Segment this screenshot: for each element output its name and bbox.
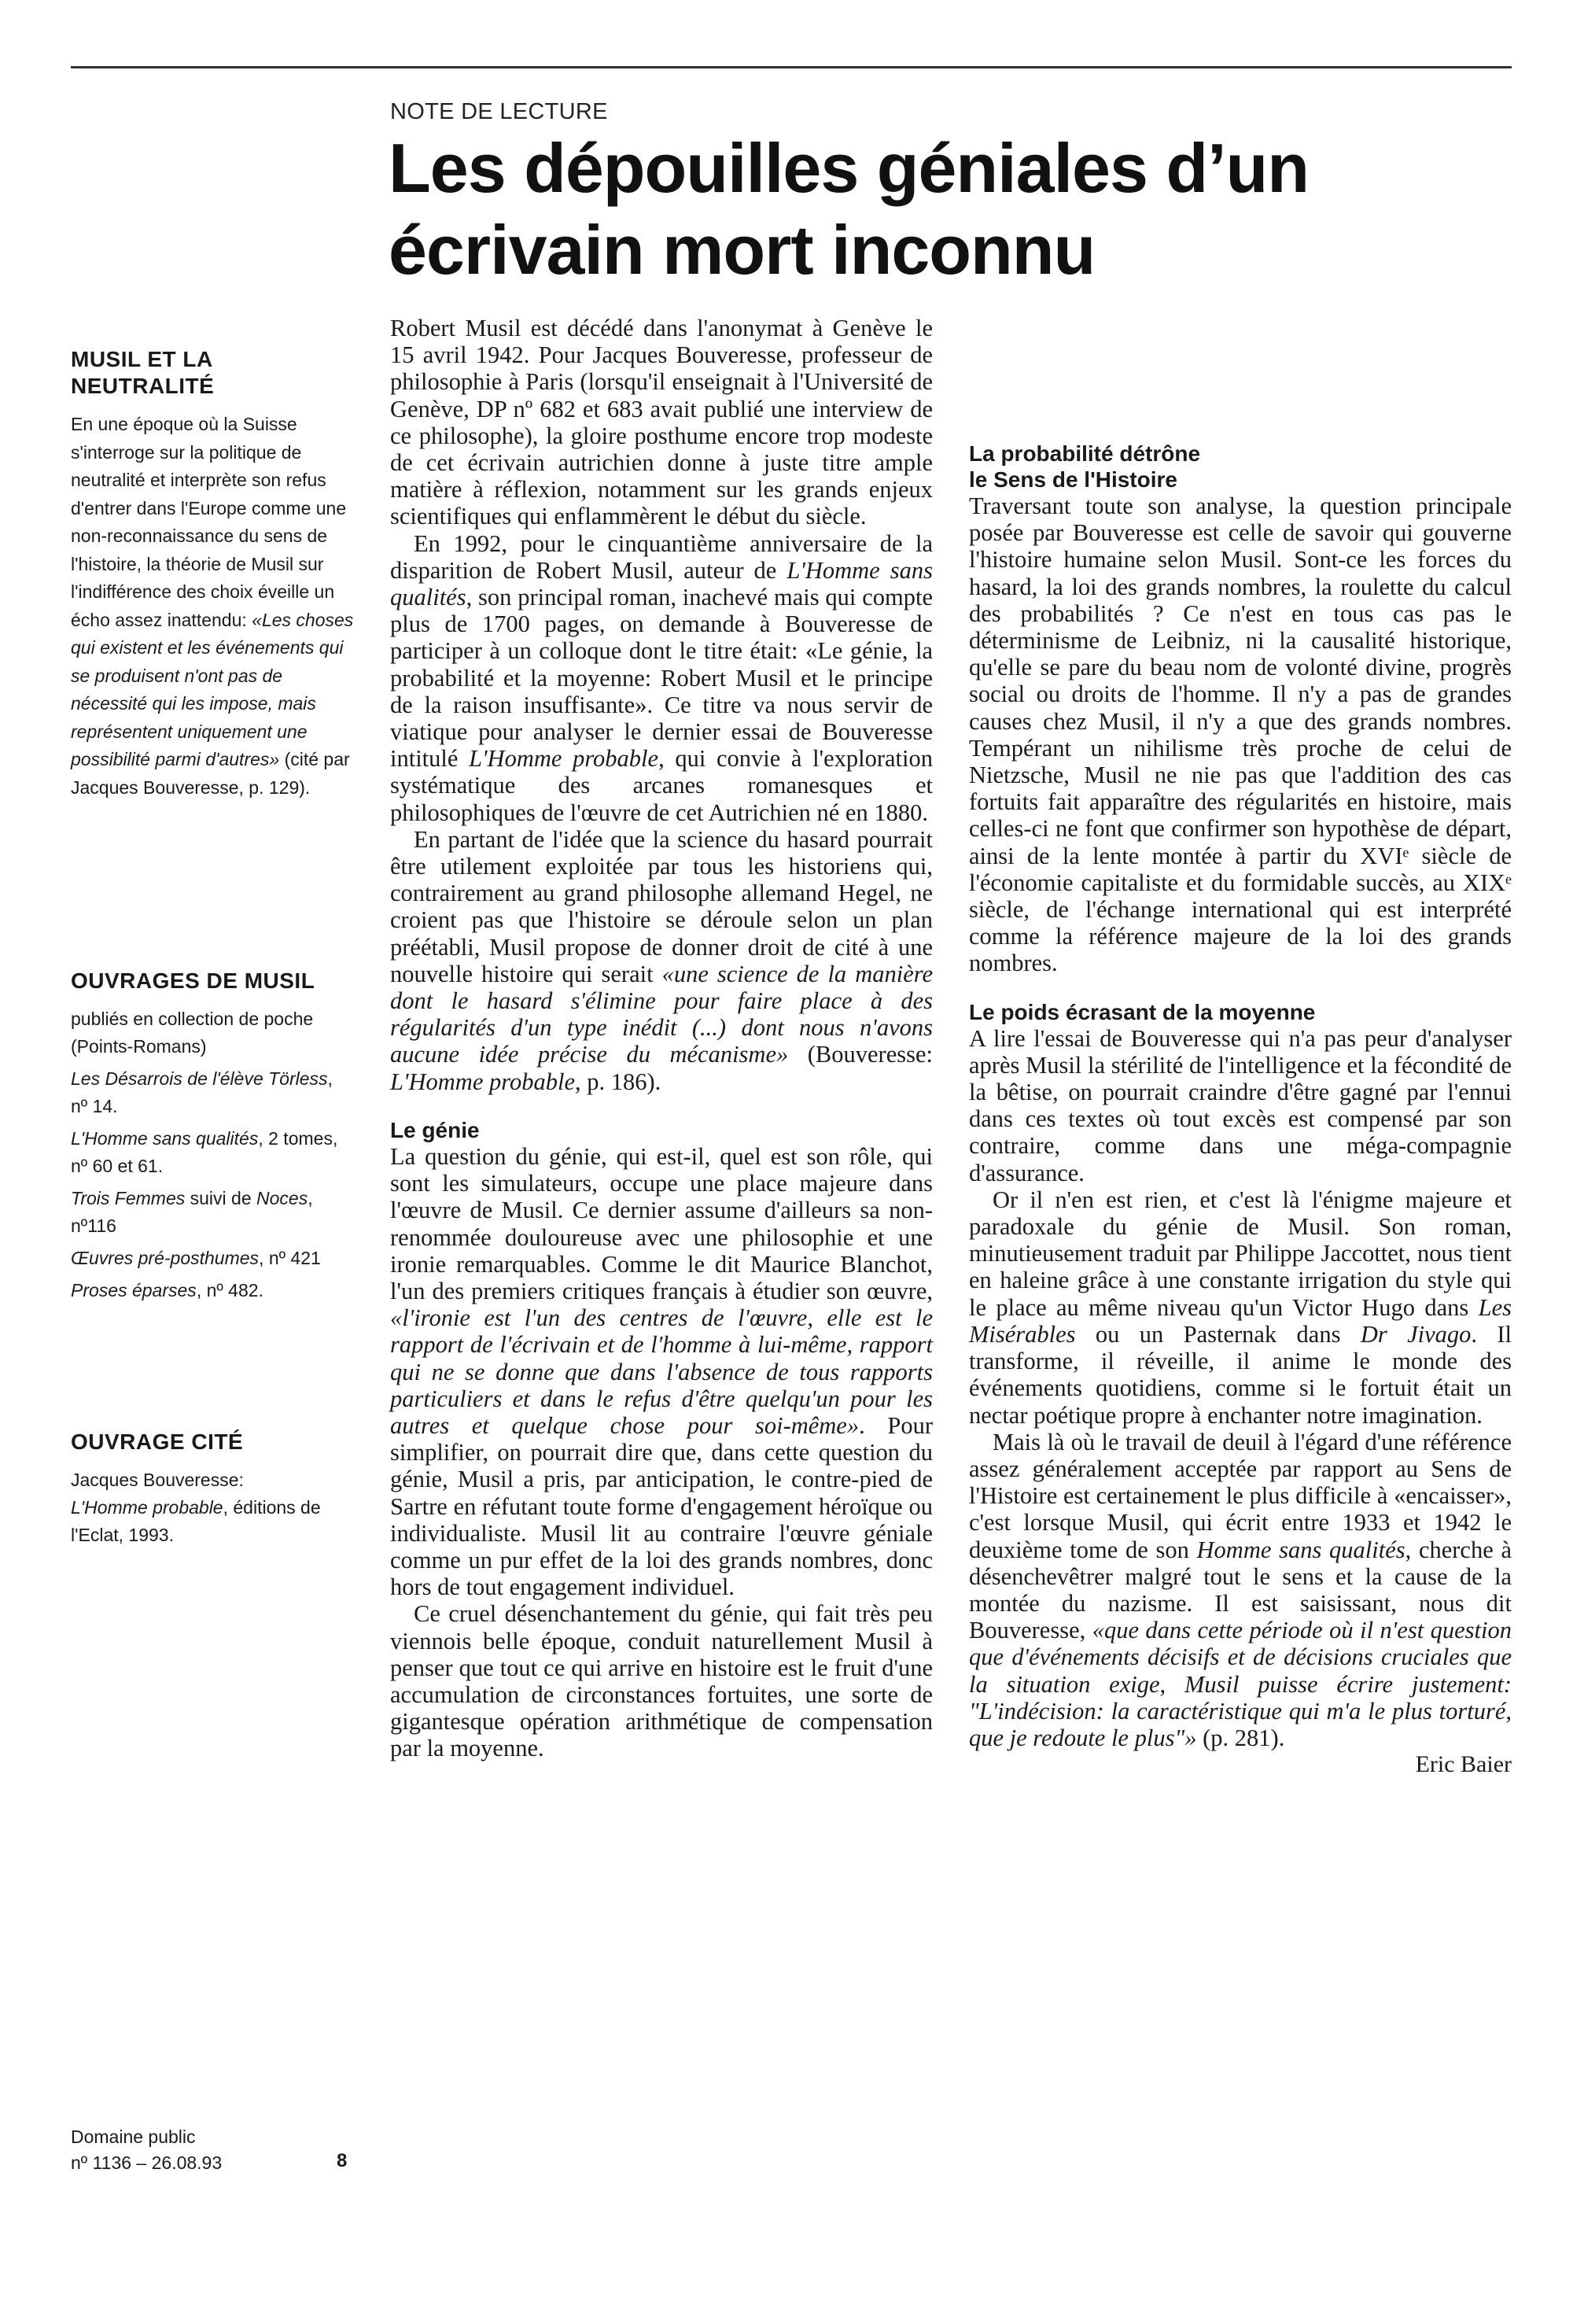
cited-detail: , éditions de l'Eclat, 1993.: [71, 1497, 321, 1545]
text-run: , p. 186).: [574, 1068, 661, 1095]
author-signature: Eric Baier: [1415, 1751, 1512, 1778]
sidebar-neutralite: [71, 346, 354, 802]
book-item: [71, 1065, 354, 1120]
book-detail: , nº 421: [259, 1248, 321, 1268]
paragraph: [969, 1186, 1512, 1429]
section-kicker: NOTE DE LECTURE: [390, 99, 608, 124]
article-headline: [389, 127, 1411, 291]
publication-name: Domaine public: [71, 2127, 196, 2147]
text-run: La question du génie, qui est-il, quel est son rôle, qui sont les simulateurs, occupe une place majeure dans l'œuvre de Musil. Ce dernier assume d'ailleurs sa non-renommée douloureuse avec une philosophie et une ironie remarquables. Comme le dit Maurice Blanchot, l'un des premiers critiques français à étudier son œuvre,: [390, 1142, 933, 1304]
heading-line: MUSIL ET LA: [71, 347, 213, 371]
headline-line-2: écrivain mort inconnu: [389, 211, 1096, 289]
text-run: (cité par Jacques Bouveresse, p. 129).: [71, 749, 350, 798]
book-title: Les Désarrois de l'élève Törless: [71, 1068, 328, 1089]
book-detail: , 2 tomes, nº 60 et 61.: [71, 1128, 338, 1176]
text-run: (p. 281).: [1196, 1724, 1285, 1751]
issue-number: nº 1136 – 26.08.93: [71, 2152, 223, 2173]
quote: «que dans cette période où il n'est question que d'événements décisifs et de décisions cruciales que la situation exige, Musil puisse écrire justement: "L'indécision: la caractéristique qui m'a le plus torturé, que je redoute le plus"»: [969, 1617, 1512, 1751]
book-title: L'Homme sans qualités: [71, 1128, 259, 1149]
sidebar-heading-neutralite: [71, 346, 354, 400]
paragraph: Robert Musil est décédé dans l'anonymat à Genève le 15 avril 1942. Pour Jacques Bouveresse, professeur de philosophie à Paris (lorsqu'il enseignait à l'Université de Genève, DP nº 682 et 683 avait publié une interview de ce philosophe), la gloire posthume encore trop modeste de cet écrivain autrichien donne à juste titre ample matière à réflexion, notamment sur les grands enjeux scientifiques qui enflammèrent le début du siècle.: [390, 315, 933, 530]
book-title: L'Homme probable: [390, 1068, 575, 1095]
text-run: . Pour simplifier, on pourrait dire que, dans cette question du génie, Musil a pris, par anticipation, le contre-pied de Sartre en réfutant toute forme d'engagement héroïque ou individualiste. Musil lit au contraire l'œuvre géniale comme un pur effet de la loi des grands nombres, donc hors de tout engagement individuel.: [390, 1411, 933, 1601]
subheading-probabilite: [969, 441, 1512, 492]
text-run: , son principal roman, inachevé mais qui compte plus de 1700 pages, on demande à Bouveresse de participer à un colloque dont le titre était: «Le génie, la probabilité et la moyenne: Robert Musil et le principe de la raison insuffisante». Ce titre va nous servir de viatique pour analyser le dernier essai de Bouveresse intitulé: [390, 584, 933, 773]
paragraph: [390, 1143, 933, 1600]
book-title: L'Homme sans qualités: [390, 556, 933, 611]
paragraph: [390, 530, 933, 826]
book-detail: , nº116: [71, 1188, 313, 1236]
cited-author: Jacques Bouveresse:: [71, 1470, 244, 1490]
book-title: Homme sans qualités: [1196, 1536, 1405, 1563]
book-item: [71, 1245, 354, 1272]
footer-publication: [71, 2124, 222, 2176]
text-run: En une époque où la Suisse s'interroge sur la politique de neutralité et interprète son refus d'entrer dans l'Europe comme une non-reconnaissance du sens de l'histoire, la théorie de Musil sur l'indifférence des choix éveille un écho assez inattendu:: [71, 414, 347, 630]
book-title: Les Misérables: [969, 1293, 1512, 1348]
heading-line: NEUTRALITÉ: [71, 374, 215, 398]
sidebar-cite: [71, 1429, 354, 1554]
book-title: Trois Femmes: [71, 1188, 186, 1208]
text-run: Mais là où le travail de deuil à l'égard d'une référence assez généralement acceptée par rapport au Sens de l'Histoire est certainement le plus difficile à «encaisser», c'est lorsque Musil, qui écrit entre 1933 et 1942 le deuxième tome de son: [969, 1428, 1512, 1563]
text-run: . Il transforme, il réveille, il anime le monde des événements quotidiens, comme si le fortuit était un nectar poétique propre à enchanter notre imagination.: [969, 1320, 1512, 1429]
heading-line: La probabilité détrône: [969, 441, 1201, 466]
top-rule: [71, 66, 1512, 68]
subheading-genie: Le génie: [390, 1117, 480, 1142]
article-column-1: [390, 315, 933, 1762]
sidebar-ouvrages: [71, 968, 354, 1309]
text-run: ou un Pasternak dans: [1075, 1320, 1361, 1348]
text-run: En 1992, pour le cinquantième anniversaire de la disparition de Robert Musil, auteur de: [390, 529, 933, 584]
paragraph: [390, 826, 933, 1095]
book-detail: , nº 14.: [71, 1068, 333, 1116]
text-run: (Bouveresse:: [788, 1041, 933, 1068]
quote: «Les choses qui existent et les événements qui se produisent n'ont pas de nécessité qui les impose, mais représentent uniquement une possibilité parmi d'autres»: [71, 609, 354, 769]
book-item: [71, 1185, 354, 1240]
book-item: [71, 1277, 354, 1304]
text-run: Or il n'en est rien, et c'est là l'énigme majeure et paradoxale du génie de Musil. Son roman, minutieusement traduit par Philippe Jaccottet, nous tient en haleine grâce à une constante irrigation du style qui le place au même niveau qu'un Victor Hugo dans: [969, 1186, 1512, 1321]
sidebar-intro: publiés en collection de poche (Points-Romans): [71, 1009, 314, 1057]
book-item: [71, 1125, 354, 1180]
text-run: , cherche à désenchevêtrer malgré tout le sens et la cause de la montée du nazisme. Il est saisissant, nous dit Bouveresse,: [969, 1536, 1512, 1644]
paragraph: A lire l'essai de Bouveresse qui n'a pas peur d'analyser après Musil la stérilité de l'intelligence et la fécondité de la bêtise, on pourrait craindre d'être gagné par l'ennui dans ces textes où tout excès est compensé par son contraire, comme dans une méga-compagnie d'assurance.: [969, 1024, 1512, 1186]
headline-line-1: Les dépouilles géniales d’un: [389, 129, 1310, 207]
book-title: Noces: [256, 1188, 308, 1208]
sidebar-heading-cite: OUVRAGE CITÉ: [71, 1429, 244, 1454]
sidebar-text-neutralite: [71, 411, 354, 802]
book-title: L'Homme probable: [469, 745, 659, 773]
book-title: Dr Jivago: [1360, 1320, 1472, 1348]
cited-work: [71, 1466, 354, 1549]
cited-title: L'Homme probable: [71, 1497, 223, 1518]
paragraph: [969, 1429, 1512, 1751]
quote: «une science de la manière dont le hasard s'élimine pour faire place à des régularités d'un type inédit (...) dont nous n'avons aucune idée précise du mécanisme»: [390, 960, 934, 1068]
text-run: En partant de l'idée que la science du hasard pourrait être utilement exploitée par tous les historiens qui, contrairement au grand philosophe allemand Hegel, ne croient pas que l'histoire se déroule selon un plan préétabli, Musil propose de donner droit de cité à une nouvelle histoire qui serait: [390, 825, 933, 987]
book-detail: suivi de: [185, 1188, 257, 1208]
paragraph: Traversant toute son analyse, la question principale posée par Bouveresse est celle de savoir qui gouverne l'histoire humaine selon Musil. Sont-ce les forces du hasard, la loi des grands nombres, la roulette du calcul des probabilités ? Ce n'est en tous cas pas le déterminisme de Leibniz, ni la causalité historique, qu'elle se pare du beau nom de volonté divine, progrès social ou droits de l'homme. Il n'y a pas de grandes causes chez Musil, il n'y a que des grands nombres. Tempérant un nihilisme très proche de celui de Nietzsche, Musil ne nie pas que l'addition des cas fortuits fait apparaître des régularités en histoire, mais celles-ci ne font que confirmer son hypothèse de départ, ainsi de la lente montée à partir du XVIᵉ siècle de l'économie capitaliste et du formidable succès, au XIXᵉ siècle, de l'échange international qui est interprété comme la référence majeure de la loi des grands nombres.: [969, 492, 1512, 977]
book-title: Œuvres pré-posthumes: [71, 1248, 260, 1268]
paragraph: Ce cruel désenchantement du génie, qui fait très peu viennois belle époque, conduit naturellement Musil à penser que tout ce qui arrive en histoire est le fruit d'une accumulation de circonstances fortuites, une sorte de gigantesque opération arithmétique de compensation par la moyenne.: [390, 1600, 933, 1762]
quote: «l'ironie est l'un des centres de l'œuvre, elle est le rapport de l'écrivain et de l'homme à lui-même, rapport qui ne se donne que dans l'absence de tous rapports particuliers et dans le refus d'être quelqu'un pour les autres et quelque chose pour soi-même»: [390, 1304, 933, 1439]
text-run: , qui convie à l'exploration systématique des arcanes romanesques et philosophiques de l'œuvre de cet Autrichien né en 1880.: [390, 745, 933, 826]
page-number: 8: [337, 2150, 348, 2171]
book-title: Proses éparses: [71, 1280, 197, 1300]
sidebar-heading-ouvrages: OUVRAGES DE MUSIL: [71, 968, 315, 993]
heading-line: le Sens de l'Histoire: [969, 467, 1177, 492]
article-column-2: [969, 315, 1512, 1778]
subheading-moyenne: Le poids écrasant de la moyenne: [969, 999, 1316, 1024]
book-detail: , nº 482.: [196, 1280, 263, 1300]
